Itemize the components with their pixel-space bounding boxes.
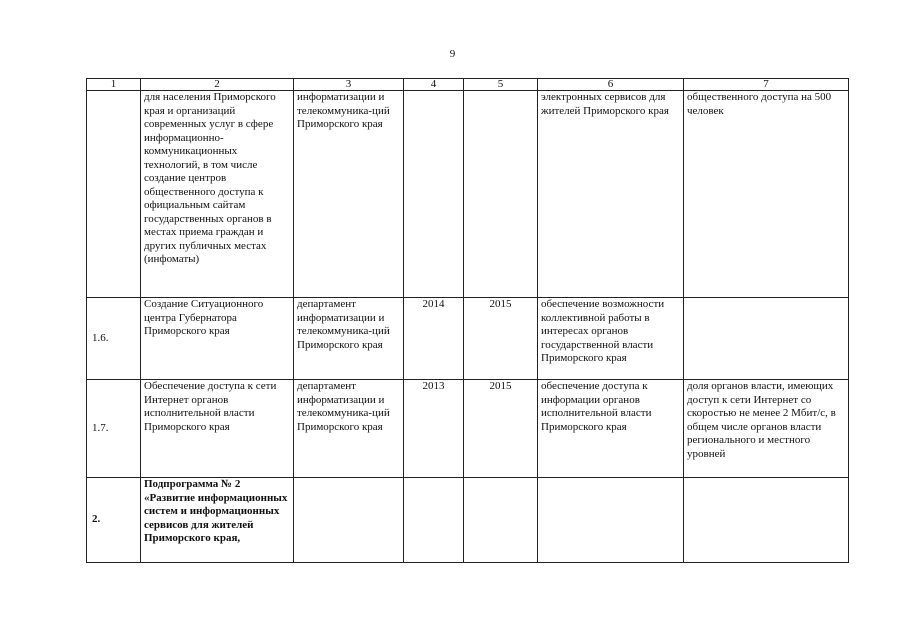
start-year — [404, 91, 464, 298]
indicator — [684, 298, 849, 380]
executor: информатизации и телекоммуника-ций Приморского края — [294, 91, 404, 298]
row-number: 2. — [87, 478, 141, 563]
row-number: 1.6. — [87, 298, 141, 380]
page-number: 9 — [449, 48, 456, 60]
expected-result — [538, 478, 684, 563]
expected-result: обеспечение доступа к информации органов исполнительной власти Приморского края — [538, 380, 684, 478]
row-number: 1.7. — [87, 380, 141, 478]
end-year: 2015 — [464, 380, 538, 478]
indicator: доля органов власти, имеющих доступ к сети Интернет со скоростью не менее 2 Мбит/с, в общем числе органов власти регионального и местного уровней — [684, 380, 849, 478]
start-year: 2013 — [404, 380, 464, 478]
end-year — [464, 478, 538, 563]
start-year — [404, 478, 464, 563]
header-cell: 1 — [87, 79, 141, 91]
executor: департамент информатизации и телекоммуника-ций Приморского края — [294, 298, 404, 380]
table-header-row — [87, 79, 849, 91]
expected-result: обеспечение возможности коллективной работы в интересах органов государственной власти Приморского края — [538, 298, 684, 380]
end-year: 2015 — [464, 298, 538, 380]
table-row — [87, 298, 849, 380]
header-cell: 2 — [141, 79, 294, 91]
indicator — [684, 478, 849, 563]
row-number — [87, 91, 141, 298]
executor — [294, 478, 404, 563]
measure-name: Обеспечение доступа к сети Интернет органов исполнительной власти Приморского края — [141, 380, 294, 478]
header-cell: 5 — [464, 79, 538, 91]
subprogram-title: Подпрограмма № 2 «Развитие информационных систем и информационных сервисов для жителей Приморского края, — [141, 478, 294, 563]
table-row — [87, 478, 849, 563]
expected-result: электронных сервисов для жителей Приморского края — [538, 91, 684, 298]
measure-name: для населения Приморского края и организаций современных услуг в сфере информационно-коммуникационных технологий, в том числе создание центров общественного доступа к официальным сайтам государственных органов в местах приема граждан и других публичных местах (инфоматы) — [141, 91, 294, 298]
indicator: общественного доступа на 500 человек — [684, 91, 849, 298]
start-year: 2014 — [404, 298, 464, 380]
header-cell: 4 — [404, 79, 464, 91]
header-cell: 6 — [538, 79, 684, 91]
measure-name: Создание Ситуационного центра Губернатора Приморского края — [141, 298, 294, 380]
header-cell: 7 — [684, 79, 849, 91]
table-row — [87, 91, 849, 298]
header-cell: 3 — [294, 79, 404, 91]
table-row — [87, 380, 849, 478]
program-table — [86, 78, 849, 563]
executor: департамент информатизации и телекоммуника-ций Приморского края — [294, 380, 404, 478]
end-year — [464, 91, 538, 298]
